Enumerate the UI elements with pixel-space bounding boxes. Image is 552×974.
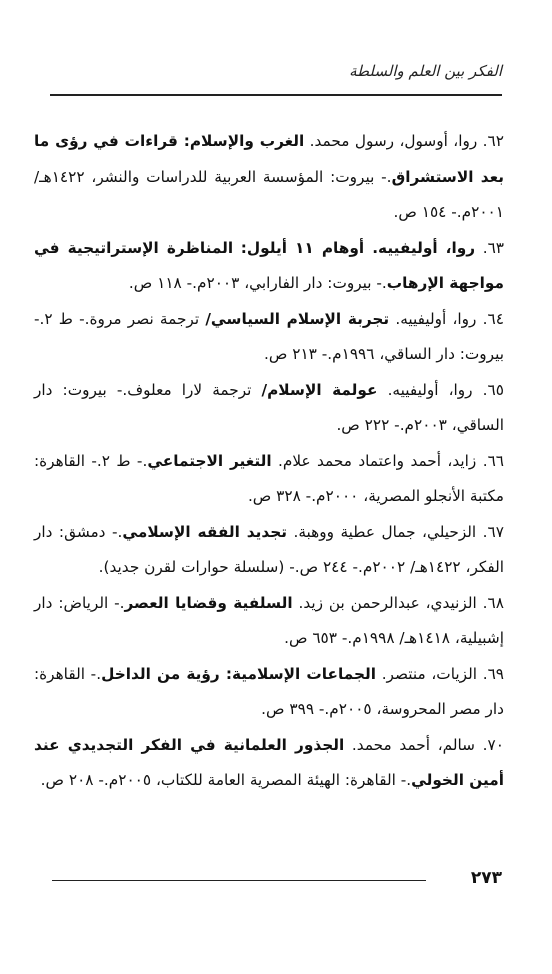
entry-number: ٦٤. (482, 309, 504, 328)
bibliography-entry (34, 657, 504, 728)
entry-publication: .- ط ٢.- القاهرة: مكتبة الأنجلو المصرية، ٢٠٠٠م.- ٣٢٨ ص. (34, 451, 504, 505)
entry-publication: ترجمة نصر مروة.- ط ٢.- بيروت: دار الساقي، ١٩٩٦م.- ٢١٣ ص. (34, 309, 504, 363)
entry-publication: .- بيروت: دار الفارابي، ٢٠٠٣م.- ١١٨ ص. (128, 274, 387, 292)
entry-publication: ترجمة لارا معلوف.- بيروت: دار الساقي، ٢٠٠٣م.- ٢٢٢ ص. (34, 380, 504, 434)
bibliography-list (34, 124, 504, 799)
entry-number: ٦٨. (482, 593, 504, 612)
bibliography-entry (34, 515, 504, 586)
entry-number: ٧٠. (482, 735, 504, 754)
entry-publication: .- الرياض: دار إشبيلية، ١٤١٨هـ/ ١٩٩٨م.- ٦٥٣ ص. (34, 593, 504, 647)
entry-author: الزيات، منتصر. (381, 664, 477, 683)
entry-number: ٦٣. (482, 238, 504, 257)
entry-author: روا، أوليفييه. (395, 309, 477, 328)
entry-number: ٦٩. (482, 664, 504, 683)
header-rule (50, 94, 502, 96)
footer-rule (52, 880, 426, 881)
entry-title: الغرب والإسلام: قراءات في رؤى ما بعد الاستشراق (34, 132, 504, 186)
entry-publication: .- دمشق: دار الفكر، ١٤٢٢هـ/ ٢٠٠٢م.- ٢٤٤ ص.- (سلسلة حوارات لقرن جديد). (34, 522, 504, 576)
bibliography-entry (34, 124, 504, 231)
running-header (50, 60, 502, 86)
entry-author: روا، أوليفييه. أوهام ١١ أيلول: (240, 238, 476, 257)
entry-author: الزنيدي، عبدالرحمن بن زيد. (298, 593, 477, 612)
entry-title: السلفية وقضايا العصر (124, 593, 293, 612)
entry-author: زايد، أحمد واعتماد محمد علام. (278, 451, 477, 470)
entry-title: المناظرة الإستراتيجية في مواجهة الإرهاب (34, 238, 504, 292)
entry-number: ٦٥. (482, 380, 504, 399)
bibliography-entry (34, 373, 504, 444)
entry-title: التغير الاجتماعي (147, 451, 272, 470)
entry-number: ٦٧. (482, 522, 504, 541)
bibliography-entry (34, 231, 504, 302)
entry-publication: .- القاهرة: دار مصر المحروسة، ٢٠٠٥م.- ٣٩٩ ص. (34, 664, 504, 718)
entry-author: روا، أوسول، رسول محمد. (309, 132, 478, 150)
entry-title: الجذور العلمانية في الفكر التجديدي عند أمين الخولي (34, 735, 504, 789)
page-number: ٢٧٣ (470, 868, 502, 888)
bibliography-entry (34, 444, 504, 515)
entry-publication: .- القاهرة: الهيئة المصرية العامة للكتاب، ٢٠٠٥م.- ٢٠٨ ص. (40, 771, 412, 789)
entry-number: ٦٦. (482, 451, 504, 470)
entry-publication: .- بيروت: المؤسسة العربية للدراسات والنشر، ١٤٢٢هـ/ ٢٠٠١م.- ١٥٤ ص. (34, 167, 504, 221)
running-title: الفكر بين العلم والسلطة (349, 62, 502, 80)
entry-author: روا، أوليفييه. (387, 380, 473, 399)
bibliography-entry (34, 302, 504, 373)
entry-title: عولمة الإسلام/ (261, 380, 378, 399)
entry-title: الجماعات الإسلامية: رؤية من الداخل (101, 664, 376, 683)
entry-title: تجديد الفقه الإسلامي (122, 522, 287, 541)
bibliography-entry (34, 728, 504, 799)
entry-number: ٦٢. (482, 132, 504, 150)
entry-author: الزحيلي، جمال عطية ووهبة. (293, 522, 477, 541)
entry-author: سالم، أحمد محمد. (351, 735, 475, 754)
entry-title: تجربة الإسلام السياسي/ (205, 309, 390, 328)
bibliography-entry (34, 586, 504, 657)
